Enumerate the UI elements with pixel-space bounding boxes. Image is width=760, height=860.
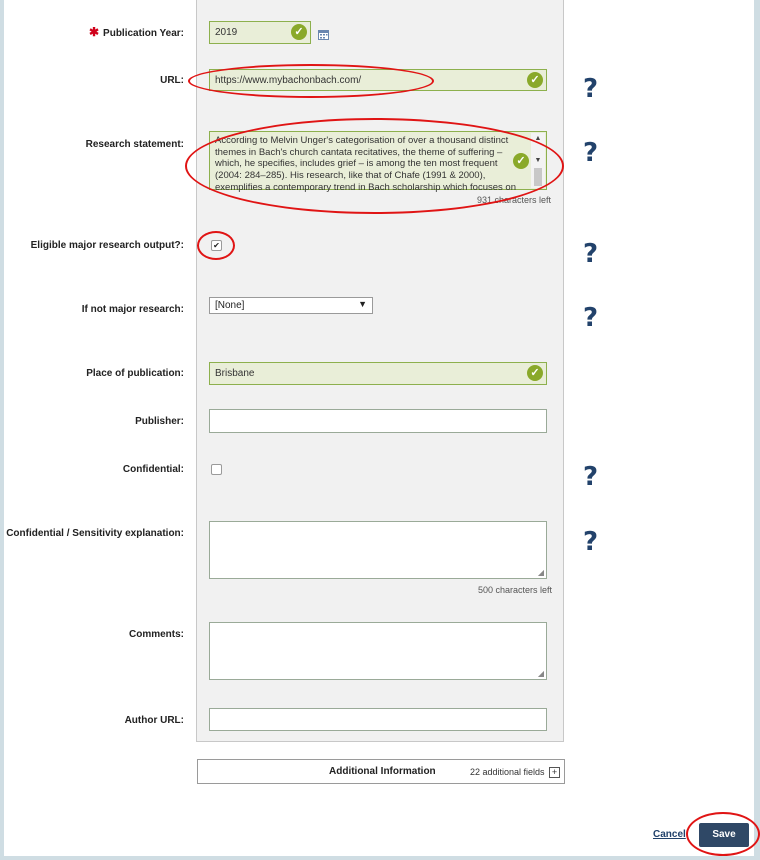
scrollbar-thumb[interactable] (534, 168, 542, 186)
confidential-explanation-label: Confidential / Sensitivity explanation: (6, 528, 184, 539)
research-statement-value: According to Melvin Unger's categorisation of over a thousand distinct themes in Bach's church cantata recitatives, the theme of suffering – which, he specifies, includes grief – is among the ten most frequent (2004: 284–285). His research, like that of Chafe (1991 & 2000), exemplifies a contemporary trend in Bach scholarship which focuses on (215, 135, 516, 193)
research-statement-chars-left: 931 characters left (477, 195, 552, 205)
publication-year-input[interactable] (209, 21, 311, 44)
valid-check-icon: ✓ (291, 24, 307, 40)
dropdown-arrow-icon: ▼ (358, 299, 367, 309)
if-not-major-label: If not major research: (81, 304, 184, 315)
help-icon[interactable]: ? (583, 527, 599, 557)
additional-information-toggle[interactable] (197, 759, 565, 784)
calendar-icon[interactable] (318, 29, 329, 40)
confidential-label: Confidential: (122, 464, 184, 475)
scroll-up-arrow-icon[interactable]: ▲ (534, 135, 542, 142)
save-button[interactable]: Save (699, 823, 749, 847)
publisher-label: Publisher: (135, 416, 184, 427)
frame-right-border (754, 0, 760, 860)
help-icon[interactable]: ? (583, 74, 599, 104)
scrollbar[interactable] (531, 133, 545, 188)
url-input[interactable] (209, 69, 547, 91)
place-of-publication-input[interactable] (209, 362, 547, 385)
author-url-input[interactable] (209, 708, 547, 731)
comments-label: Comments: (128, 629, 184, 640)
valid-check-icon: ✓ (527, 365, 543, 381)
help-icon[interactable]: ? (583, 303, 599, 333)
valid-check-icon: ✓ (513, 153, 529, 169)
cancel-link[interactable]: Cancel (653, 829, 686, 840)
frame-bottom-border (0, 856, 760, 860)
required-marker: ✱ (88, 25, 100, 39)
comments-textarea[interactable] (209, 622, 547, 680)
resize-handle-icon[interactable]: ◢ (537, 568, 544, 577)
additional-information-title: Additional Information (329, 766, 436, 777)
help-icon[interactable]: ? (583, 462, 599, 492)
research-statement-textarea[interactable] (209, 131, 547, 193)
confidential-checkbox[interactable] (211, 464, 222, 475)
research-statement-label: Research statement: (85, 139, 184, 150)
confidential-explanation-chars-left: 500 characters left (478, 585, 553, 595)
help-icon[interactable]: ? (583, 138, 599, 168)
publication-year-value: 2019 (215, 27, 238, 38)
eligible-major-checkbox[interactable]: ✔ (211, 240, 222, 251)
url-label: URL: (160, 75, 184, 86)
if-not-major-select[interactable] (209, 297, 373, 314)
publisher-input[interactable] (209, 409, 547, 433)
additional-fields-count: 22 additional fields (470, 767, 545, 777)
frame-left-border (0, 0, 4, 860)
scroll-down-arrow-icon[interactable]: ▼ (534, 157, 542, 164)
valid-check-icon: ✓ (527, 72, 543, 88)
resize-handle-icon[interactable]: ◢ (537, 669, 544, 678)
expand-plus-icon[interactable]: + (549, 767, 560, 778)
if-not-major-selected-value: [None] (215, 300, 245, 311)
eligible-major-label: Eligible major research output?: (30, 240, 184, 251)
help-icon[interactable]: ? (583, 239, 599, 269)
author-url-label: Author URL: (124, 715, 184, 726)
publication-year-label-text: Publication Year: (103, 28, 184, 39)
confidential-explanation-textarea[interactable] (209, 521, 547, 579)
place-of-publication-value: Brisbane (215, 368, 255, 379)
url-value: https://www.mybachonbach.com/ (215, 75, 362, 86)
place-of-publication-label: Place of publication: (86, 368, 184, 379)
publication-year-label (0, 26, 184, 40)
